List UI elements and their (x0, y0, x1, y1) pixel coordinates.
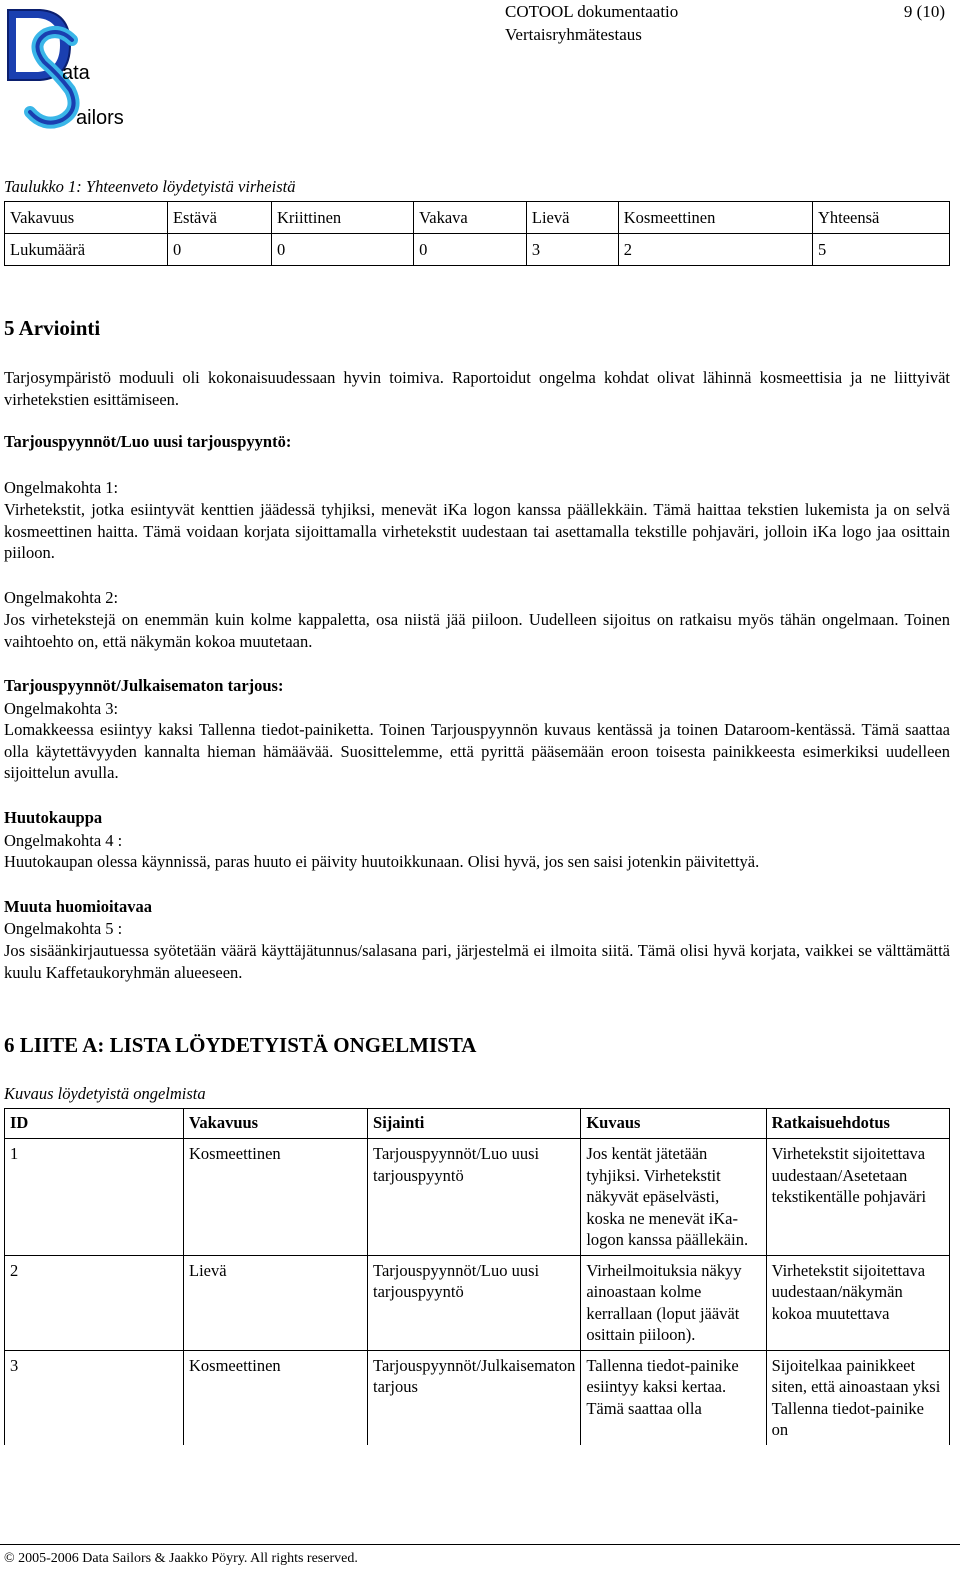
table-cell: Kosmeettinen (618, 202, 812, 234)
issues-table (4, 1108, 950, 1445)
table-cell: 5 (812, 234, 949, 266)
table-cell: 3 (526, 234, 618, 266)
footer-divider (0, 1544, 960, 1545)
summary-table-caption: Taulukko 1: Yhteenveto löydetyistä virheistä (4, 177, 296, 196)
issue-3-text: Lomakkeessa esiintyy kaksi Tallenna tiedot-painiketta. Toinen Tarjouspyynnön kuvaus kentässä ja toinen Dataroom-kentässä. Tämä saattaa olla käytettävyyden kannalta hieman hämäävää. Suosittelemme, että pyrittä pääsemään eroon toisesta painikkeesta esimerkiksi uudelleen sijoittelun avulla. (4, 720, 950, 782)
table-cell: 0 (414, 234, 527, 266)
subheading-luo-uusi: Tarjouspyynnöt/Luo uusi tarjouspyyntö: (4, 432, 292, 451)
table-cell: Virhetekstit sijoitettava uudestaan/Asetetaan tekstikentälle pohjaväri (766, 1139, 949, 1256)
issue-2-label: Ongelmakohta 2: (4, 588, 119, 607)
issue-1-text: Virhetekstit, jotka esiintyvät kenttien jäädessä tyhjiksi, menevät iKa logon kanssa päällekkäin. Tämä haittaa tekstien lukemista ja on selvä kosmeettinen haitta. Tämä voidaan korjata sijoittamalla virhetekstit uudestaan tai asettamalla tekstille pohjaväri, jolloin iKa logo jaa osittain piiloon. (4, 500, 950, 562)
table-cell: Kosmeettinen (184, 1139, 368, 1256)
table-cell: Lukumäärä (5, 234, 168, 266)
data-sailors-logo (0, 0, 140, 140)
table-cell: 0 (271, 234, 413, 266)
logo-text-ata: ata (62, 62, 90, 84)
table-cell: Kriittinen (271, 202, 413, 234)
document-subtitle: Vertaisryhmätestaus (505, 25, 642, 44)
table-cell: Tarjouspyynnöt/Julkaisematon tarjous (368, 1350, 581, 1445)
table-cell: 3 (5, 1350, 184, 1445)
table-cell: Virheilmoituksia näkyy ainoastaan kolme kerrallaan (loput jäävät osittain piiloon). (581, 1255, 766, 1350)
table-row (5, 1350, 950, 1445)
table-cell: Tarjouspyynnöt/Luo uusi tarjouspyyntö (368, 1255, 581, 1350)
section-5-intro: Tarjosympäristö moduuli oli kokonaisuudessaan hyvin toimiva. Raportoidut ongelma kohdat olivat lähinnä kosmeettisia ja ne liittyivät virhetekstien esittämiseen. (4, 368, 950, 409)
document-title: COTOOL dokumentaatio (505, 2, 679, 21)
logo-text-ailors: ailors (76, 107, 124, 129)
issue-5-label: Ongelmakohta 5 : (4, 919, 123, 938)
column-header-vakavuus: Vakavuus (184, 1109, 368, 1139)
table-cell: Sijoitelkaa painikkeet siten, että ainoastaan yksi Tallenna tiedot-painike on (766, 1350, 949, 1445)
column-header-ratkaisuehdotus: Ratkaisuehdotus (766, 1109, 949, 1139)
section-5-title: 5 Arviointi (4, 316, 101, 340)
table-cell: Vakava (414, 202, 527, 234)
page-header (505, 0, 945, 46)
table-cell: Virhetekstit sijoitettava uudestaan/näkymän kokoa muutettava (766, 1255, 949, 1350)
issue-3-label: Ongelmakohta 3: (4, 699, 119, 718)
subheading-julkaisematon: Tarjouspyynnöt/Julkaisematon tarjous: (4, 676, 284, 695)
table-row (5, 1139, 950, 1256)
column-header-sijainti: Sijainti (368, 1109, 581, 1139)
issue-2-text: Jos virhetekstejä on enemmän kuin kolme kappaletta, osa niistä jää piiloon. Uudelleen sijoitus on ratkaisu myös tähän ongelmaan. Toinen vaihtoehto on, että näkymän kokoa muutetaan. (4, 610, 950, 651)
table-cell: Lievä (526, 202, 618, 234)
table-cell: Vakavuus (5, 202, 168, 234)
issue-4-label: Ongelmakohta 4 : (4, 831, 123, 850)
section-6-title: 6 LIITE A: LISTA LÖYDETYISTÄ ONGELMISTA (4, 1033, 477, 1057)
table-header-row (5, 1109, 950, 1139)
issue-1-label: Ongelmakohta 1: (4, 478, 119, 497)
issue-5-text: Jos sisäänkirjautuessa syötetään väärä käyttäjätunnus/salasana pari, järjestelmä ei ilmoita siitä. Tämä olisi hyvä korjata, vaikkei se välttämättä kuulu Kaffetaukoryhmän alueeseen. (4, 941, 950, 982)
issues-table-caption: Kuvaus löydetyistä ongelmista (4, 1084, 206, 1103)
table-cell: 2 (618, 234, 812, 266)
issue-4-text: Huutokaupan olessa käynnissä, paras huuto ei päivity huutoikkunaan. Olisi hyvä, jos sen saisi jotenkin päivitettyä. (4, 852, 760, 871)
table-cell: 2 (5, 1255, 184, 1350)
subheading-muuta: Muuta huomioitavaa (4, 897, 153, 916)
page-number: 9 (10) (903, 2, 945, 21)
summary-table (4, 201, 950, 266)
subheading-huutokauppa: Huutokauppa (4, 808, 103, 827)
column-header-id: ID (5, 1109, 184, 1139)
table-cell: Yhteensä (812, 202, 949, 234)
table-cell: Tallenna tiedot-painike esiintyy kaksi kertaa. Tämä saattaa olla (581, 1350, 766, 1445)
table-cell: Estävä (167, 202, 271, 234)
table-cell: Kosmeettinen (184, 1350, 368, 1445)
table-row (5, 202, 950, 234)
table-cell: Jos kentät jätetään tyhjiksi. Virhetekstit näkyvät epäselvästi, koska ne menevät iKa-logon kanssa päällekäin. (581, 1139, 766, 1256)
table-cell: Tarjouspyynnöt/Luo uusi tarjouspyyntö (368, 1139, 581, 1256)
footer-copyright: © 2005-2006 Data Sailors & Jaakko Pöyry. All rights reserved. (4, 1551, 358, 1566)
table-cell: 1 (5, 1139, 184, 1256)
table-row (5, 1255, 950, 1350)
column-header-kuvaus: Kuvaus (581, 1109, 766, 1139)
table-row (5, 234, 950, 266)
table-cell: 0 (167, 234, 271, 266)
table-cell: Lievä (184, 1255, 368, 1350)
